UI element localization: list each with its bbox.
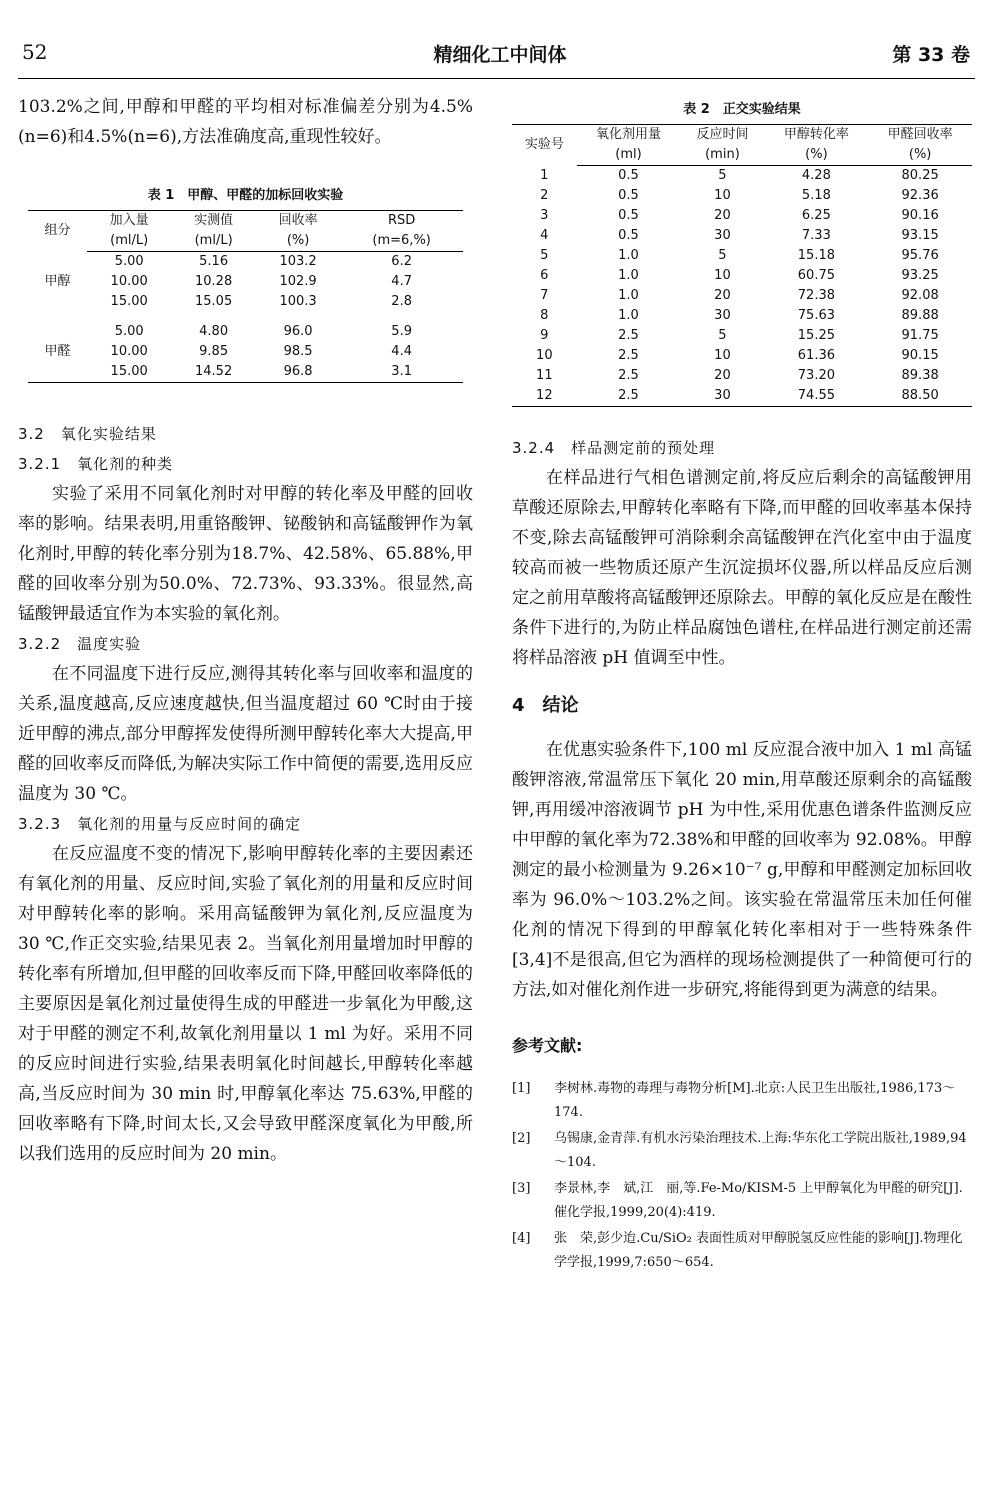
table2 bbox=[512, 124, 972, 407]
references-title: 参考文献: bbox=[512, 1036, 583, 1055]
table-cell: 10 bbox=[714, 188, 731, 203]
table-cell: 0.5 bbox=[618, 188, 639, 203]
table-cell: 10 bbox=[714, 348, 731, 363]
paragraph-4: 在优惠实验条件下,100 ml 反应混合液中加入 1 ml 高锰酸钾溶液,常温常压下氧化 20 min,用草酸还原剩余的高锰酸钾,再用缓冲溶液调节 pH 为中性,采用优惠色谱条件监测反应中甲醇的氧化率为72.38%和甲醛的回收率为 92.08%。甲醇测定的最小检测量为 9.26×10⁻⁷ g,甲醇和甲醛测定加标回收率为 96.0%～103.2%之间。该实验在常温常压未加任何催化剂的情况下得到的甲醇氧化转化率相对于一些特殊条件[3,4]不是很高,但它为酒样的现场检测提供了一种简便可行的方法,如对催化剂作进一步研究,将能得到更为满意的结果。 bbox=[512, 740, 972, 1000]
table-cell: 6.2 bbox=[391, 254, 412, 269]
table-cell: 5 bbox=[718, 328, 727, 343]
table-cell: 80.25 bbox=[901, 168, 939, 183]
table-cell: 0.5 bbox=[618, 168, 639, 183]
left-column bbox=[18, 92, 473, 1169]
header-rule bbox=[18, 78, 975, 79]
table-cell: 60.75 bbox=[797, 268, 835, 283]
table-cell: 15.00 bbox=[110, 364, 148, 379]
table-cell: 75.63 bbox=[797, 308, 835, 323]
t1-header-recovery-unit: (%) bbox=[256, 231, 340, 252]
table-cell: 30 bbox=[714, 228, 731, 243]
reference-text: 李景林,李 斌,江 丽,等.Fe-Mo/KISM-5 上甲醇氧化为甲醛的研究[J].催化学报,1999,20(4):419. bbox=[554, 1181, 963, 1220]
table-cell: 88.50 bbox=[901, 388, 939, 403]
table-cell: 3.1 bbox=[391, 364, 412, 379]
table-row bbox=[28, 252, 463, 273]
table-row bbox=[28, 272, 463, 292]
references-list bbox=[512, 1077, 972, 1275]
table-row bbox=[512, 306, 972, 326]
reference-text: 张 荣,彭少迨.Cu/SiO₂ 表面性质对甲醇脱氢反应性能的影响[J].物理化学学报,1999,7:650～654. bbox=[554, 1231, 963, 1270]
table-cell: 30 bbox=[714, 308, 731, 323]
table-cell: 4.7 bbox=[391, 274, 412, 289]
table-row bbox=[512, 206, 972, 226]
journal-title: 精细化工中间体 bbox=[433, 44, 567, 66]
t2-header-conversion-unit: (%) bbox=[765, 145, 869, 166]
table2-body bbox=[512, 166, 972, 407]
table-cell: 5 bbox=[540, 248, 549, 263]
table-row bbox=[512, 266, 972, 286]
table-cell: 4.28 bbox=[801, 168, 831, 183]
reference-number: [4] bbox=[512, 1231, 531, 1246]
table-row bbox=[512, 346, 972, 366]
t2-header-oxidant: 氧化剂用量 bbox=[595, 127, 661, 142]
table-cell: 5.9 bbox=[391, 324, 412, 339]
table-row bbox=[28, 342, 463, 362]
table-cell: 89.88 bbox=[901, 308, 939, 323]
section-heading-3-2-3: 3.2.3 氧化剂的用量与反应时间的确定 bbox=[18, 815, 302, 833]
t2-header-conversion: 甲醇转化率 bbox=[783, 127, 849, 142]
t2-header-recovery-unit: (%) bbox=[868, 145, 972, 166]
table-cell: 96.0 bbox=[283, 324, 313, 339]
table-cell: 102.9 bbox=[279, 274, 317, 289]
reference-item bbox=[512, 1077, 972, 1125]
table-cell: 96.8 bbox=[283, 364, 313, 379]
table-cell: 98.5 bbox=[283, 344, 313, 359]
table-cell: 5.00 bbox=[114, 254, 144, 269]
section-heading-3-2-2: 3.2.2 温度实验 bbox=[18, 635, 142, 653]
page-number: 52 bbox=[22, 40, 48, 64]
table-cell: 15.00 bbox=[110, 294, 148, 309]
table-cell: 14.52 bbox=[195, 364, 233, 379]
table2-block bbox=[512, 100, 972, 407]
table2-caption: 表 2 正交实验结果 bbox=[683, 102, 801, 117]
table-cell: 6.25 bbox=[801, 208, 831, 223]
table-cell: 5.00 bbox=[114, 324, 144, 339]
section-heading-3-2-4: 3.2.4 样品测定前的预处理 bbox=[512, 439, 716, 457]
table-row bbox=[28, 292, 463, 312]
table-cell: 6 bbox=[540, 268, 549, 283]
table-row bbox=[512, 246, 972, 266]
table-cell: 2.5 bbox=[618, 328, 639, 343]
table-cell: 5.16 bbox=[199, 254, 229, 269]
t2-header-time: 反应时间 bbox=[696, 127, 749, 142]
table-cell: 100.3 bbox=[279, 294, 317, 309]
reference-item bbox=[512, 1177, 972, 1225]
table-cell: 90.16 bbox=[901, 208, 939, 223]
t2-header-recovery: 甲醛回收率 bbox=[887, 127, 953, 142]
table-cell: 2 bbox=[540, 188, 549, 203]
table-cell: 9.85 bbox=[199, 344, 229, 359]
section-heading-3-2-1: 3.2.1 氧化剂的种类 bbox=[18, 455, 174, 473]
table-row bbox=[512, 326, 972, 346]
table1-caption: 表 1 甲醇、甲醛的加标回收实验 bbox=[147, 188, 344, 203]
t1-header-measured-unit: (ml/L) bbox=[171, 231, 255, 252]
table-cell: 15.05 bbox=[195, 294, 233, 309]
table-cell: 20 bbox=[714, 288, 731, 303]
table-cell: 10.00 bbox=[110, 344, 148, 359]
table-cell: 7.33 bbox=[801, 228, 831, 243]
reference-text: 李树林.毒物的毒理与毒物分析[M].北京:人民卫生出版社,1986,173～174. bbox=[554, 1081, 956, 1120]
reference-text: 乌锡康,金青萍.有机水污染治理技术.上海:华东化工学院出版社,1989,94～104. bbox=[554, 1131, 967, 1170]
t1-group-name: 甲醛 bbox=[44, 344, 71, 359]
table-cell: 95.76 bbox=[901, 248, 939, 263]
t1-header-rsd: RSD bbox=[388, 213, 416, 228]
reference-number: [2] bbox=[512, 1131, 531, 1146]
table-cell: 103.2 bbox=[279, 254, 317, 269]
table-cell: 4.4 bbox=[391, 344, 412, 359]
table1-block bbox=[18, 186, 473, 383]
t2-header-time-unit: (min) bbox=[680, 145, 764, 166]
table-cell: 4.80 bbox=[199, 324, 229, 339]
table-cell: 10.28 bbox=[195, 274, 233, 289]
table-cell: 89.38 bbox=[901, 368, 939, 383]
table-cell: 5 bbox=[718, 248, 727, 263]
table-cell: 0.5 bbox=[618, 208, 639, 223]
page-header bbox=[0, 0, 1000, 70]
paragraph-3-2-3: 在反应温度不变的情况下,影响甲醇转化率的主要因素还有氧化剂的用量、反应时间,实验了氧化剂的用量和反应时间对甲醇转化率的影响。采用高锰酸钾为氧化剂,反应温度为 30 ℃,作正交实验,结果见表 2。当氧化剂用量增加时甲醇的转化率有所增加,但甲醛的回收率反而下降,甲醛回收率降低的主要原因是氧化剂过量使得生成的甲醛进一步氧化为甲酸,这对于甲醛的测定不利,故氧化剂用量以 1 ml 为好。采用不同的反应时间进行实验,结果表明氧化时间越长,甲醇转化率越高,当反应时间为 30 min 时,甲醇氧化率达 75.63%,甲醛的回收率略有下降,时间太长,又会导致甲醛深度氧化为甲酸,所以我们选用的反应时间为 20 min。 bbox=[18, 844, 473, 1164]
t1-header-rsd-unit: (m=6,%) bbox=[340, 231, 463, 252]
reference-number: [3] bbox=[512, 1181, 531, 1196]
table-cell: 20 bbox=[714, 208, 731, 223]
section-heading-4: 4 结论 bbox=[512, 695, 579, 716]
table-row bbox=[512, 226, 972, 246]
table-cell: 1.0 bbox=[618, 288, 639, 303]
t1-header-added: 加入量 bbox=[109, 213, 149, 228]
table-cell: 5.18 bbox=[801, 188, 831, 203]
table-cell: 92.36 bbox=[901, 188, 939, 203]
paragraph-3-2-2: 在不同温度下进行反应,测得其转化率与回收率和温度的关系,温度越高,反应速度越快,但当温度超过 60 ℃时由于接近甲醇的沸点,部分甲醇挥发使得所测甲醇转化率大大提高,甲醛的回收率反而降低,为解决实际工作中简便的需要,选用反应温度为 30 ℃。 bbox=[18, 664, 473, 804]
table-cell: 2.5 bbox=[618, 348, 639, 363]
table-cell: 9 bbox=[540, 328, 549, 343]
table-cell: 61.36 bbox=[797, 348, 835, 363]
table-row bbox=[28, 322, 463, 342]
t2-header-exp-no: 实验号 bbox=[524, 137, 564, 153]
right-column bbox=[512, 92, 972, 1277]
paragraph-3-2-1: 实验了采用不同氧化剂时对甲醇的转化率及甲醛的回收率的影响。结果表明,用重铬酸钾、铋酸钠和高锰酸钾作为氧化剂时,甲醇的转化率分别为18.7%、42.58%、65.88%,甲醛的回收率分别为50.0%、72.73%、93.33%。很显然,高锰酸钾最适宜作为本实验的氧化剂。 bbox=[18, 484, 473, 624]
table-cell: 10 bbox=[714, 268, 731, 283]
table-cell: 1.0 bbox=[618, 268, 639, 283]
table-cell: 10 bbox=[536, 348, 553, 363]
table-cell: 30 bbox=[714, 388, 731, 403]
table-row bbox=[512, 286, 972, 306]
table-cell: 92.08 bbox=[901, 288, 939, 303]
table-cell: 91.75 bbox=[901, 328, 939, 343]
table-cell: 15.25 bbox=[797, 328, 835, 343]
reference-item bbox=[512, 1227, 972, 1275]
t2-header-oxidant-unit: (ml) bbox=[577, 145, 681, 166]
table-cell: 15.18 bbox=[797, 248, 835, 263]
table-cell: 72.38 bbox=[797, 288, 835, 303]
table-cell: 93.25 bbox=[901, 268, 939, 283]
table-cell: 74.55 bbox=[797, 388, 835, 403]
table-cell: 8 bbox=[540, 308, 549, 323]
table-row bbox=[512, 366, 972, 386]
t1-group-name: 甲醇 bbox=[44, 273, 71, 289]
t1-header-group: 组分 bbox=[44, 223, 71, 239]
table-cell: 2.8 bbox=[391, 294, 412, 309]
table-cell: 2.5 bbox=[618, 388, 639, 403]
table-cell: 10.00 bbox=[110, 274, 148, 289]
table1 bbox=[28, 210, 463, 383]
volume-label: 第 33 卷 bbox=[892, 44, 970, 66]
reference-item bbox=[512, 1127, 972, 1175]
table-cell: 12 bbox=[536, 388, 553, 403]
table-row bbox=[512, 186, 972, 206]
table-cell: 73.20 bbox=[797, 368, 835, 383]
table-cell: 11 bbox=[536, 368, 553, 383]
t1-header-added-unit: (ml/L) bbox=[87, 231, 171, 252]
section-heading-3-2: 3.2 氧化实验结果 bbox=[18, 425, 157, 443]
t1-header-recovery: 回收率 bbox=[278, 213, 318, 228]
intro-paragraph: 103.2%之间,甲醇和甲醛的平均相对标准偏差分别为4.5%(n=6)和4.5%(n=6),方法准确度高,重现性较好。 bbox=[18, 97, 473, 147]
table-cell: 0.5 bbox=[618, 228, 639, 243]
table-row bbox=[28, 362, 463, 383]
table-cell: 2.5 bbox=[618, 368, 639, 383]
table-cell: 20 bbox=[714, 368, 731, 383]
table-cell: 7 bbox=[540, 288, 549, 303]
reference-number: [1] bbox=[512, 1081, 531, 1096]
table-cell: 3 bbox=[540, 208, 549, 223]
table-row bbox=[512, 166, 972, 187]
t1-header-measured: 实测值 bbox=[194, 213, 234, 228]
table-cell: 90.15 bbox=[901, 348, 939, 363]
table-row bbox=[512, 386, 972, 407]
table-cell: 93.15 bbox=[901, 228, 939, 243]
table-cell: 1.0 bbox=[618, 248, 639, 263]
paragraph-3-2-4: 在样品进行气相色谱测定前,将反应后剩余的高锰酸钾用草酸还原除去,甲醇转化率略有下降,而甲醛的回收率基本保持不变,除去高锰酸钾可消除剩余高锰酸钾在汽化室中由于温度较高而被一些物质还原产生沉淀损坏仪器,所以样品反应后测定之前用草酸将高锰酸钾还原除去。甲醇的氧化反应是在酸性条件下进行的,为防止样品腐蚀色谱柱,在样品进行测定前还需将样品溶液 pH 值调至中性。 bbox=[512, 468, 972, 668]
table-cell: 4 bbox=[540, 228, 549, 243]
table-cell: 1.0 bbox=[618, 308, 639, 323]
table-cell: 5 bbox=[718, 168, 727, 183]
table-cell: 1 bbox=[540, 167, 549, 183]
